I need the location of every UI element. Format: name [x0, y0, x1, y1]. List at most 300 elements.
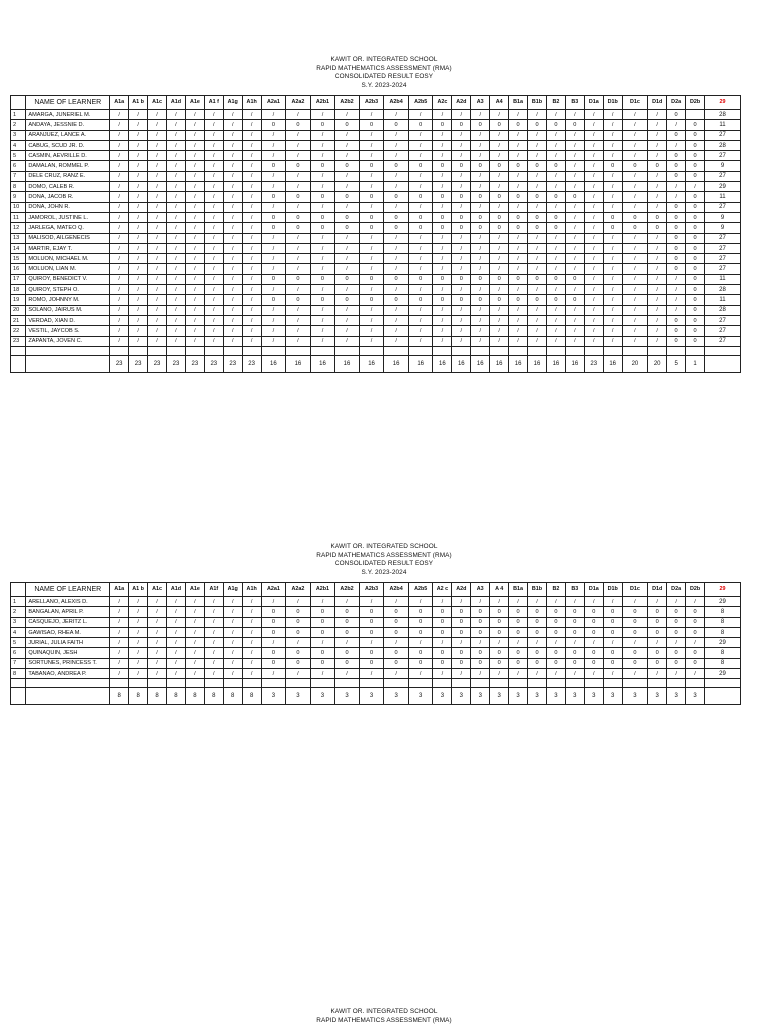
item-mark: / [204, 212, 223, 222]
item-mark: / [261, 285, 286, 295]
item-mark: / [223, 617, 242, 627]
column-total-24: 3 [603, 688, 622, 705]
item-mark: / [384, 305, 409, 315]
item-mark: / [648, 243, 667, 253]
school-year: S.Y. 2023-2024 [361, 81, 407, 89]
item-mark: / [242, 617, 261, 627]
item-mark: / [509, 140, 528, 150]
item-mark: / [509, 202, 528, 212]
item-mark: 0 [286, 295, 311, 305]
item-mark: / [204, 305, 223, 315]
item-mark: / [648, 202, 667, 212]
item-mark: / [223, 264, 242, 274]
item-mark: / [286, 171, 311, 181]
item-mark: / [223, 274, 242, 284]
item-mark: 0 [686, 305, 705, 315]
item-mark: 0 [603, 627, 622, 637]
item-mark: / [310, 305, 335, 315]
item-mark: / [408, 264, 433, 274]
item-mark: / [286, 182, 311, 192]
item-mark: 0 [471, 627, 490, 637]
item-mark: / [242, 140, 261, 150]
item-mark: / [648, 274, 667, 284]
column-total-14: 16 [408, 355, 433, 372]
item-mark: / [261, 264, 286, 274]
item-mark: / [584, 202, 603, 212]
column-total-12: 3 [359, 688, 384, 705]
item-mark: / [185, 669, 204, 679]
item-mark: / [310, 597, 335, 607]
item-mark: / [603, 638, 622, 648]
blank-cell [242, 679, 261, 688]
item-mark: / [648, 130, 667, 140]
item-mark: / [546, 243, 565, 253]
item-mark: / [359, 254, 384, 264]
column-header-21: B2 [546, 583, 565, 597]
item-mark: / [433, 336, 452, 346]
column-total-10: 3 [310, 688, 335, 705]
item-mark: / [185, 597, 204, 607]
item-mark: 0 [384, 658, 409, 668]
blank-cell [148, 679, 167, 688]
item-mark: / [667, 285, 686, 295]
item-mark: 0 [490, 223, 509, 233]
item-mark: / [603, 192, 622, 202]
column-total-25: 3 [622, 688, 648, 705]
blank-cell [384, 679, 409, 688]
item-mark: 0 [384, 295, 409, 305]
item-mark: 0 [686, 130, 705, 140]
item-mark: / [408, 305, 433, 315]
blank-cell [528, 679, 547, 688]
item-mark: / [167, 607, 186, 617]
table-row [11, 161, 741, 171]
item-mark: / [471, 264, 490, 274]
item-mark: / [509, 336, 528, 346]
item-mark: / [286, 233, 311, 243]
item-mark: / [686, 638, 705, 648]
item-mark: 0 [310, 627, 335, 637]
item-mark: / [223, 192, 242, 202]
learner-number: 21 [11, 315, 26, 325]
item-mark: / [204, 627, 223, 637]
column-header-26: D1d [648, 96, 667, 110]
blank-cell [546, 346, 565, 355]
item-mark: 0 [359, 274, 384, 284]
item-mark: 0 [648, 617, 667, 627]
item-mark: 0 [686, 212, 705, 222]
item-mark: / [546, 669, 565, 679]
item-mark: / [603, 285, 622, 295]
table-row [11, 202, 741, 212]
item-mark: / [384, 233, 409, 243]
column-total-22: 3 [565, 688, 584, 705]
item-mark: / [110, 597, 129, 607]
item-mark: 0 [310, 295, 335, 305]
item-mark: / [167, 336, 186, 346]
column-total-18: 3 [490, 688, 509, 705]
learner-number: 15 [11, 254, 26, 264]
table-row [11, 274, 741, 284]
item-mark: 0 [546, 192, 565, 202]
item-mark: 0 [603, 161, 622, 171]
item-mark: / [648, 171, 667, 181]
item-mark: / [167, 161, 186, 171]
item-mark: / [490, 315, 509, 325]
column-header-4: A1e [185, 583, 204, 597]
column-header-28: D2b [686, 583, 705, 597]
item-mark: / [384, 326, 409, 336]
column-total-19: 3 [509, 688, 528, 705]
item-mark: / [565, 669, 584, 679]
blank-cell [185, 679, 204, 688]
item-mark: / [110, 202, 129, 212]
item-mark: / [185, 192, 204, 202]
item-mark: / [622, 264, 648, 274]
item-mark: / [490, 243, 509, 253]
learner-score: 8 [705, 607, 741, 617]
total-items-header: 29 [705, 96, 741, 110]
item-mark: / [167, 223, 186, 233]
column-totals-row [11, 355, 741, 372]
item-mark: 0 [408, 607, 433, 617]
totals-end-cell [705, 355, 741, 372]
column-header-0: A1a [110, 583, 129, 597]
item-mark: / [223, 295, 242, 305]
column-header-7: A1h [242, 96, 261, 110]
item-mark: 0 [261, 648, 286, 658]
item-mark: 0 [452, 607, 471, 617]
item-mark: / [286, 254, 311, 264]
item-mark: 0 [335, 274, 360, 284]
item-mark: / [167, 638, 186, 648]
item-mark: / [110, 295, 129, 305]
table-row [11, 638, 741, 648]
item-mark: / [408, 182, 433, 192]
column-total-12: 16 [359, 355, 384, 372]
column-header-24: D1b [603, 96, 622, 110]
item-mark: / [528, 597, 547, 607]
learner-score: 27 [705, 315, 741, 325]
item-mark: / [110, 336, 129, 346]
item-mark: 0 [359, 161, 384, 171]
item-mark: / [359, 171, 384, 181]
learner-number: 11 [11, 212, 26, 222]
item-mark: / [565, 638, 584, 648]
item-mark: / [129, 161, 148, 171]
blank-cell [603, 679, 622, 688]
item-mark: 0 [261, 617, 286, 627]
item-mark: / [528, 305, 547, 315]
learner-score: 27 [705, 264, 741, 274]
item-mark: / [622, 274, 648, 284]
item-mark: / [490, 336, 509, 346]
item-mark: 0 [408, 627, 433, 637]
learner-number: 1 [11, 110, 26, 120]
item-mark: / [452, 264, 471, 274]
blank-cell [408, 346, 433, 355]
item-mark: / [242, 192, 261, 202]
item-mark: / [185, 326, 204, 336]
item-mark: / [335, 285, 360, 295]
item-mark: 0 [667, 607, 686, 617]
blank-cell [408, 679, 433, 688]
item-mark: 0 [528, 120, 547, 130]
item-mark: 0 [648, 627, 667, 637]
item-mark: / [603, 336, 622, 346]
blank-cell [667, 346, 686, 355]
column-header-3: A1d [167, 96, 186, 110]
item-mark: / [261, 597, 286, 607]
column-total-9: 3 [286, 688, 311, 705]
item-mark: / [471, 305, 490, 315]
item-mark: / [223, 202, 242, 212]
item-mark: / [408, 140, 433, 150]
item-mark: / [110, 130, 129, 140]
item-mark: / [204, 315, 223, 325]
item-mark: 0 [546, 274, 565, 284]
learner-score: 28 [705, 140, 741, 150]
item-mark: / [148, 264, 167, 274]
item-mark: 0 [686, 140, 705, 150]
header-row [11, 583, 741, 597]
school-name: KAWIT OR. INTEGRATED SCHOOL [330, 1008, 438, 1015]
item-mark: / [546, 202, 565, 212]
column-header-11: A2b2 [335, 96, 360, 110]
column-total-3: 8 [167, 688, 186, 705]
item-mark: / [185, 171, 204, 181]
item-mark: 0 [471, 295, 490, 305]
item-mark: / [129, 617, 148, 627]
item-mark: 0 [667, 243, 686, 253]
item-mark: 0 [509, 212, 528, 222]
table-row [11, 223, 741, 233]
item-mark: / [110, 120, 129, 130]
item-mark: 0 [359, 648, 384, 658]
item-mark: / [129, 202, 148, 212]
learner-name: SOLANO, JAIRUS M. [26, 305, 110, 315]
item-mark: / [242, 110, 261, 120]
column-header-19: B1a [509, 96, 528, 110]
column-total-3: 23 [167, 355, 186, 372]
item-mark: / [648, 336, 667, 346]
item-mark: 0 [261, 223, 286, 233]
item-mark: 0 [565, 658, 584, 668]
item-mark: / [622, 254, 648, 264]
item-mark: 0 [546, 627, 565, 637]
item-mark: / [408, 315, 433, 325]
item-mark: 0 [384, 627, 409, 637]
item-mark: 0 [509, 607, 528, 617]
item-mark: / [204, 669, 223, 679]
column-total-23: 23 [584, 355, 603, 372]
item-mark: / [452, 171, 471, 181]
table-row [11, 192, 741, 202]
column-total-27: 5 [667, 355, 686, 372]
blank-cell [452, 346, 471, 355]
item-mark: 0 [335, 120, 360, 130]
item-mark: / [242, 202, 261, 212]
item-mark: 0 [359, 223, 384, 233]
column-header-5: A1 f [204, 96, 223, 110]
totals-end-cell [705, 688, 741, 705]
item-mark: / [584, 110, 603, 120]
item-mark: 0 [565, 295, 584, 305]
item-mark: 0 [667, 315, 686, 325]
item-mark: / [204, 223, 223, 233]
item-mark: / [408, 233, 433, 243]
item-mark: / [565, 597, 584, 607]
item-mark: / [584, 130, 603, 140]
item-mark: / [667, 638, 686, 648]
column-header-5: A1f [204, 583, 223, 597]
blank-cell [490, 679, 509, 688]
item-mark: 0 [648, 658, 667, 668]
item-mark: 0 [433, 658, 452, 668]
item-mark: / [204, 336, 223, 346]
item-mark: / [204, 648, 223, 658]
learner-number: 5 [11, 638, 26, 648]
school-name: KAWIT OR. INTEGRATED SCHOOL [330, 543, 438, 550]
item-mark: 0 [286, 658, 311, 668]
blank-cell [185, 346, 204, 355]
blank-cell [129, 346, 148, 355]
learner-name: MALISOD, AILGENECIS [26, 233, 110, 243]
item-mark: / [433, 638, 452, 648]
learner-number: 6 [11, 648, 26, 658]
blank-cell [452, 679, 471, 688]
item-mark: / [584, 336, 603, 346]
item-mark: / [310, 151, 335, 161]
item-mark: / [509, 254, 528, 264]
item-mark: / [509, 171, 528, 181]
item-mark: / [261, 669, 286, 679]
learner-score: 28 [705, 305, 741, 315]
item-mark: / [286, 110, 311, 120]
item-mark: 0 [528, 658, 547, 668]
item-mark: / [110, 254, 129, 264]
item-mark: 0 [546, 295, 565, 305]
item-mark: 0 [584, 617, 603, 627]
item-mark: / [648, 285, 667, 295]
item-mark: / [185, 233, 204, 243]
column-total-8: 3 [261, 688, 286, 705]
item-mark: / [490, 151, 509, 161]
column-header-2: A1c [148, 96, 167, 110]
item-mark: / [148, 648, 167, 658]
item-mark: / [359, 182, 384, 192]
item-mark: / [565, 140, 584, 150]
item-mark: 0 [648, 161, 667, 171]
learner-score: 28 [705, 110, 741, 120]
blank-cell [471, 346, 490, 355]
item-mark: / [452, 326, 471, 336]
item-mark: / [110, 274, 129, 284]
item-mark: 0 [261, 212, 286, 222]
item-mark: 0 [509, 617, 528, 627]
column-total-5: 8 [204, 688, 223, 705]
item-mark: 0 [384, 607, 409, 617]
item-mark: 0 [622, 212, 648, 222]
item-mark: / [110, 285, 129, 295]
item-mark: / [129, 182, 148, 192]
item-mark: / [603, 130, 622, 140]
item-mark: / [686, 597, 705, 607]
item-mark: 0 [452, 617, 471, 627]
learner-score: 27 [705, 171, 741, 181]
column-header-18: A 4 [490, 583, 509, 597]
item-mark: / [433, 151, 452, 161]
learner-name: JURIAL, JULIA FAITH [26, 638, 110, 648]
item-mark: / [204, 243, 223, 253]
item-mark: / [384, 254, 409, 264]
learner-name: MOLUON, MICHAEL M. [26, 254, 110, 264]
item-mark: / [110, 658, 129, 668]
blank-cell [433, 346, 452, 355]
item-mark: / [622, 110, 648, 120]
learner-name: QUIROY, BENEDICT V. [26, 274, 110, 284]
item-mark: 0 [528, 223, 547, 233]
item-mark: 0 [509, 223, 528, 233]
item-mark: / [546, 285, 565, 295]
blank-cell [565, 679, 584, 688]
item-mark: / [129, 658, 148, 668]
item-mark: / [167, 295, 186, 305]
item-mark: 0 [667, 627, 686, 637]
table-row [11, 120, 741, 130]
item-mark: 0 [528, 295, 547, 305]
item-mark: / [204, 295, 223, 305]
item-mark: / [384, 638, 409, 648]
item-mark: / [204, 264, 223, 274]
item-mark: / [603, 315, 622, 325]
item-mark: / [148, 233, 167, 243]
blank-cell [667, 679, 686, 688]
learner-name: MOLUON, LIAN M. [26, 264, 110, 274]
item-mark: / [242, 264, 261, 274]
item-mark: / [286, 140, 311, 150]
learner-score: 9 [705, 212, 741, 222]
learner-score: 8 [705, 627, 741, 637]
item-mark: / [384, 264, 409, 274]
item-mark: / [452, 638, 471, 648]
item-mark: 0 [471, 161, 490, 171]
item-mark: / [110, 638, 129, 648]
learner-score: 27 [705, 254, 741, 264]
item-mark: 0 [667, 326, 686, 336]
column-total-6: 8 [223, 688, 242, 705]
item-mark: / [686, 669, 705, 679]
item-mark: 0 [359, 627, 384, 637]
item-mark: 0 [686, 223, 705, 233]
item-mark: / [359, 638, 384, 648]
column-total-21: 3 [546, 688, 565, 705]
table-row [11, 264, 741, 274]
item-mark: / [384, 171, 409, 181]
item-mark: / [565, 264, 584, 274]
item-mark: / [584, 285, 603, 295]
table-row [11, 617, 741, 627]
item-mark: 0 [584, 627, 603, 637]
blank-cell [359, 679, 384, 688]
item-mark: / [148, 607, 167, 617]
item-mark: 0 [667, 254, 686, 264]
item-mark: / [335, 140, 360, 150]
item-mark: / [242, 295, 261, 305]
item-mark: / [452, 151, 471, 161]
learner-name: DONA, JACOB R. [26, 192, 110, 202]
item-mark: / [433, 315, 452, 325]
